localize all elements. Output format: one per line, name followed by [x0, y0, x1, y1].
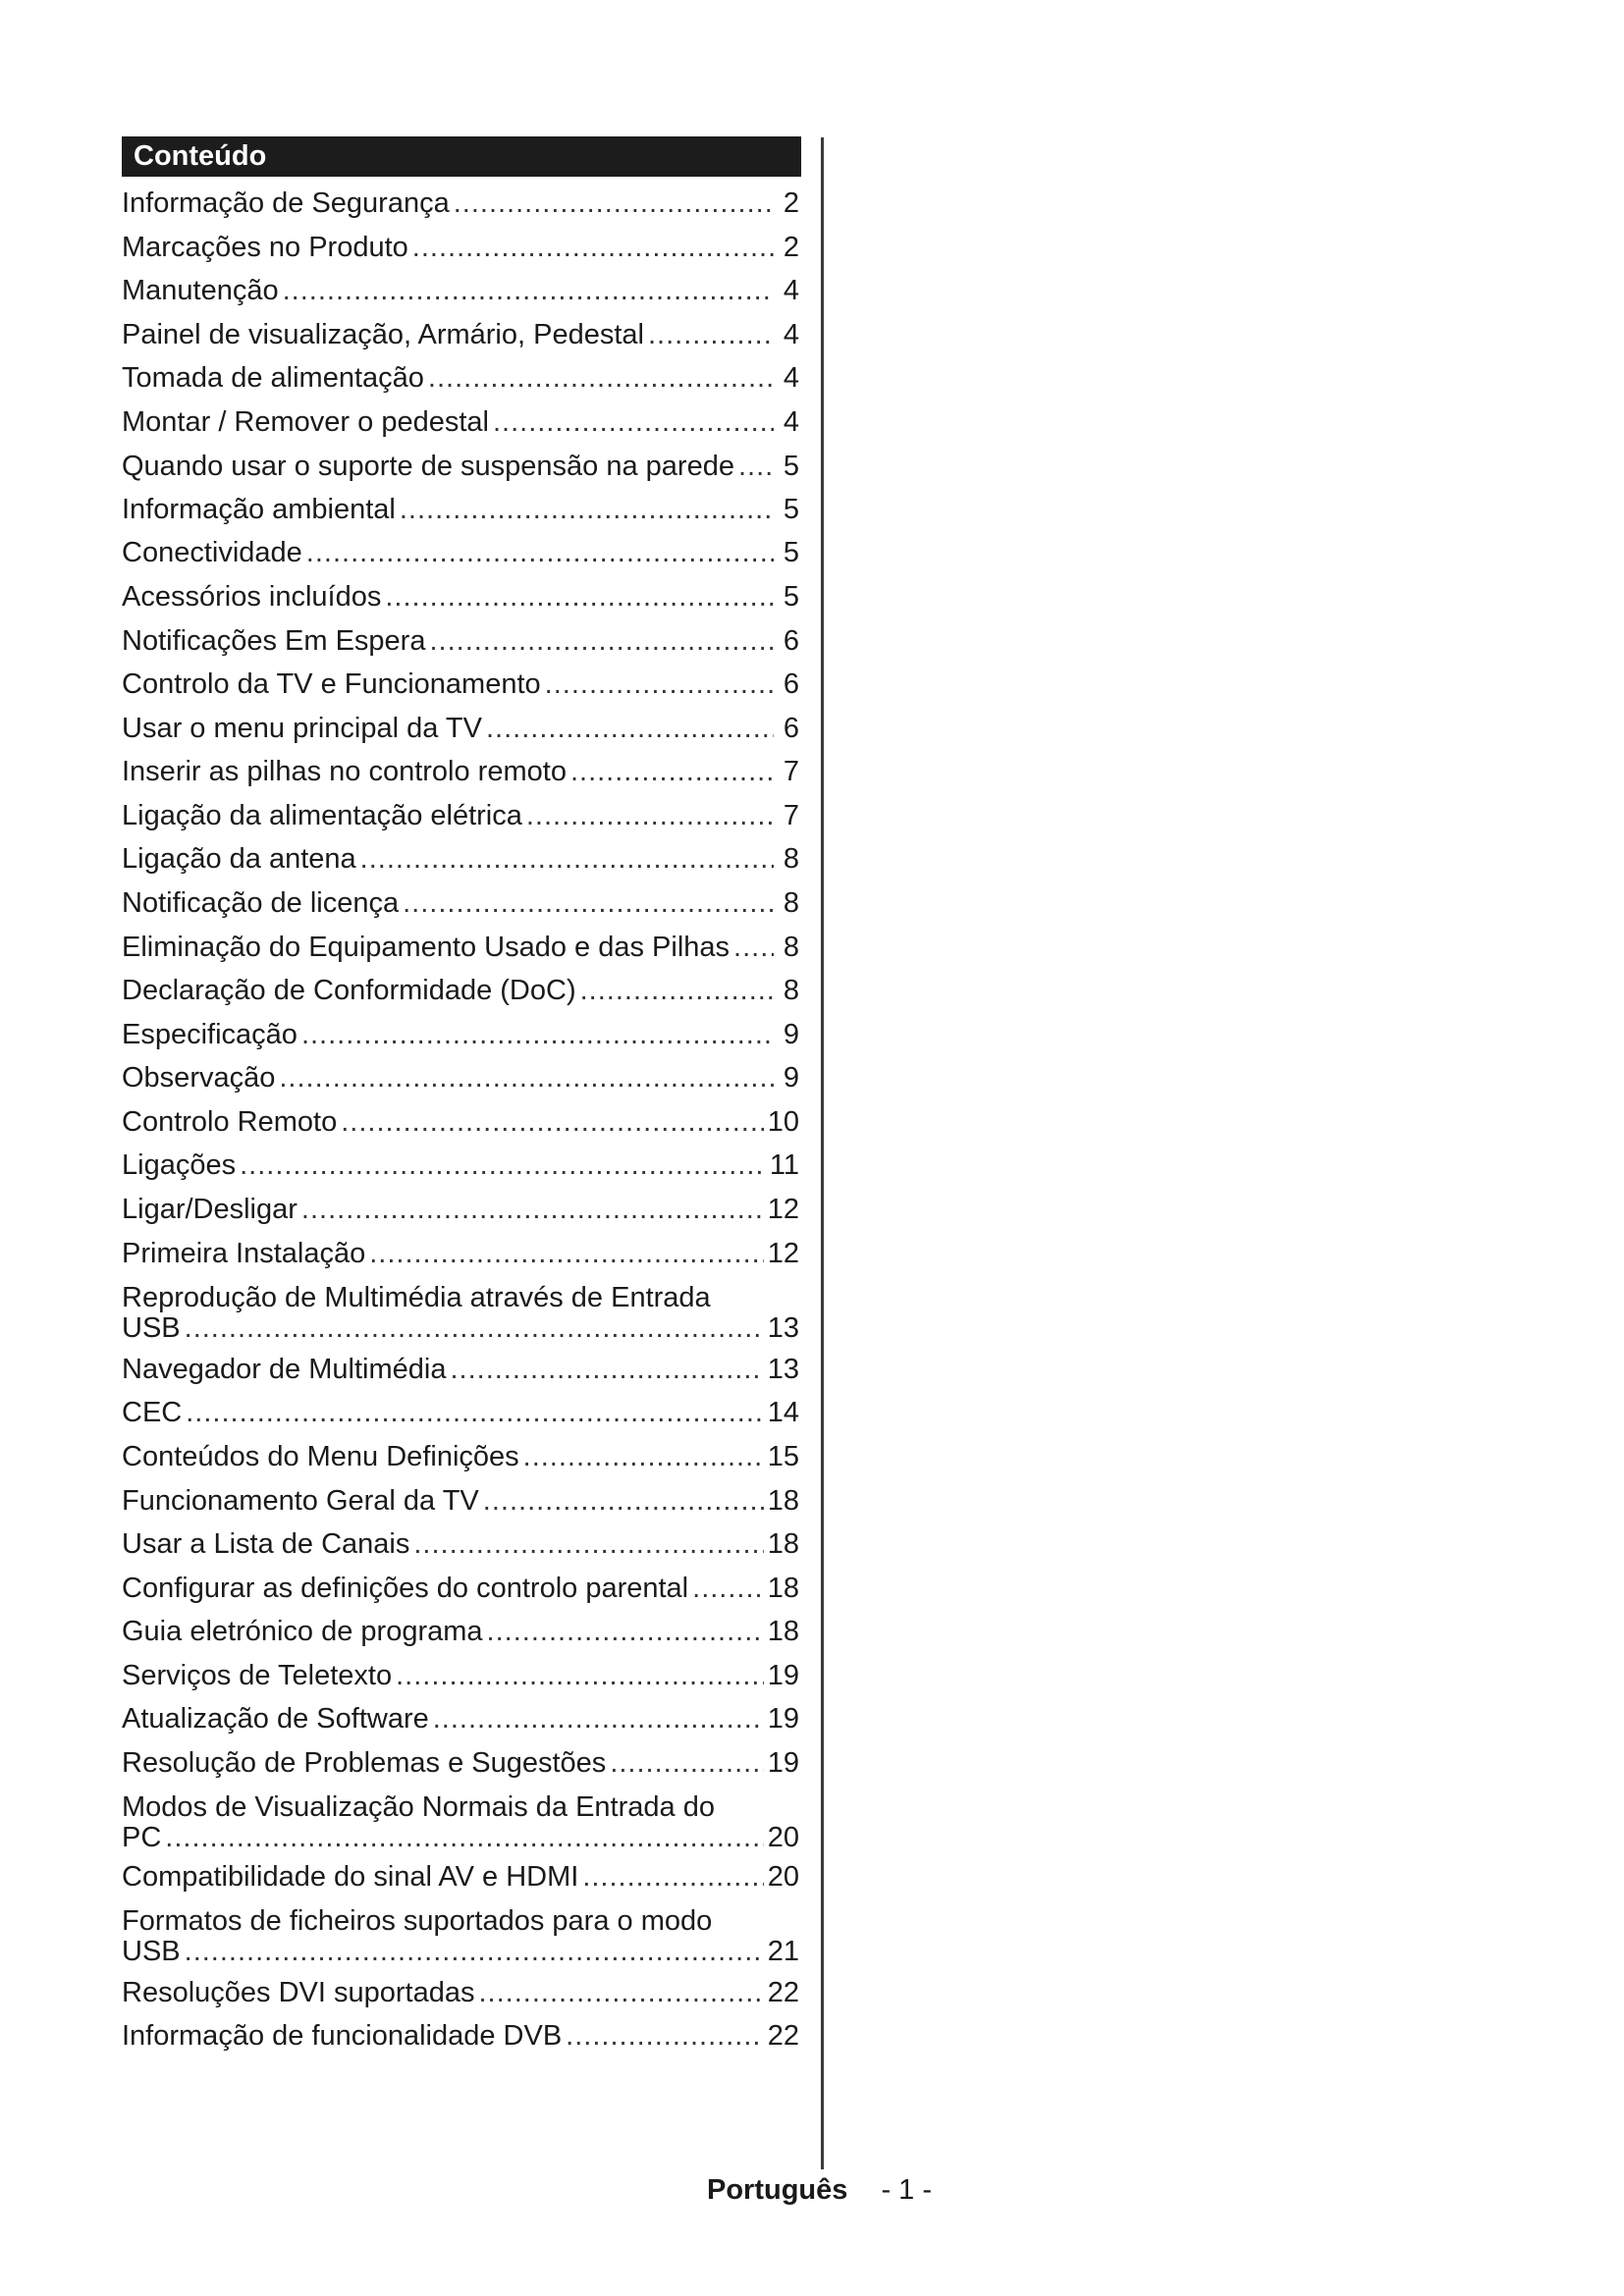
toc-entry[interactable]: [122, 538, 799, 568]
toc-entry-title: Resolução de Problemas e Sugestões: [122, 1747, 607, 1779]
toc-entry[interactable]: [122, 757, 799, 787]
toc-entry-title-line1: Formatos de ficheiros suportados para o modo: [122, 1905, 713, 1937]
toc-entry[interactable]: [122, 1283, 799, 1344]
table-of-contents: [122, 136, 801, 2052]
toc-entry-title: Funcionamento Geral da TV: [122, 1485, 479, 1517]
toc-entry-page: 8: [783, 975, 799, 1006]
toc-dot-leader: [413, 1529, 763, 1560]
toc-dot-leader: [454, 188, 774, 219]
toc-entry-title: Configurar as definições do controlo parental: [122, 1573, 689, 1604]
toc-dot-leader: [283, 276, 774, 306]
toc-entry[interactable]: [122, 1398, 799, 1428]
toc-dot-leader: [738, 452, 774, 482]
toc-entry-page: 18: [767, 1616, 799, 1647]
toc-entry-title: Informação ambiental: [122, 494, 396, 525]
toc-entry[interactable]: [122, 1617, 799, 1647]
toc-entry[interactable]: [122, 1486, 799, 1517]
toc-entry[interactable]: [122, 233, 799, 263]
toc-entry-title: CEC: [122, 1397, 183, 1428]
toc-dot-leader: [369, 1239, 764, 1269]
toc-entry-title: Informação de Segurança: [122, 187, 450, 219]
toc-entry-title: Guia eletrónico de programa: [122, 1616, 483, 1647]
toc-entry-page: 19: [767, 1703, 799, 1735]
toc-dot-leader: [523, 1442, 764, 1472]
toc-entry[interactable]: [122, 1574, 799, 1604]
toc-entry[interactable]: [122, 1748, 799, 1779]
toc-entry[interactable]: [122, 1020, 799, 1050]
toc-entry[interactable]: [122, 626, 799, 657]
toc-entry-page: 8: [783, 887, 799, 919]
toc-entry-page: 21: [767, 1936, 799, 1967]
toc-entry-page: 20: [767, 1822, 799, 1853]
toc-entry-title: Declaração de Conformidade (DoC): [122, 975, 576, 1006]
toc-entry-page: 13: [767, 1354, 799, 1385]
toc-entry[interactable]: [122, 1978, 799, 2008]
toc-dot-leader: [185, 1313, 764, 1344]
toc-dot-leader: [186, 1398, 764, 1428]
toc-entry-page: 2: [783, 232, 799, 263]
toc-entry[interactable]: [122, 320, 799, 350]
toc-entry-page: 6: [783, 713, 799, 744]
toc-entry-page: 11: [769, 1149, 799, 1181]
toc-entry-page: 4: [783, 362, 799, 394]
toc-entry[interactable]: [122, 582, 799, 613]
toc-entry[interactable]: [122, 669, 799, 700]
toc-dot-leader: [493, 407, 774, 438]
toc-dot-leader: [582, 1862, 763, 1893]
toc-entry-title: Navegador de Multimédia: [122, 1354, 447, 1385]
toc-entry-title: Informação de funcionalidade DVB: [122, 2020, 563, 2052]
toc-entry-page: 13: [767, 1312, 799, 1344]
toc-dot-leader: [580, 976, 774, 1006]
toc-entry-title: Eliminação do Equipamento Usado e das Pilhas: [122, 932, 731, 963]
toc-entry-page: 5: [783, 537, 799, 568]
toc-entry[interactable]: [122, 888, 799, 919]
toc-entry-page: 5: [783, 451, 799, 482]
toc-dot-leader: [450, 1355, 763, 1385]
toc-entry-page: 5: [783, 581, 799, 613]
toc-entry[interactable]: [122, 276, 799, 306]
toc-entry-page: 6: [783, 625, 799, 657]
toc-entry[interactable]: [122, 714, 799, 744]
toc-heading: Conteúdo: [122, 136, 801, 177]
toc-dot-leader: [400, 495, 774, 525]
toc-entry-page: 9: [783, 1019, 799, 1050]
toc-entry-title: Controlo da TV e Funcionamento: [122, 668, 541, 700]
toc-entry[interactable]: [122, 801, 799, 831]
toc-dot-leader: [566, 2021, 764, 2052]
toc-entry-page: 4: [783, 275, 799, 306]
toc-dot-leader: [433, 1704, 764, 1735]
toc-entry-page: 18: [767, 1485, 799, 1517]
toc-entry[interactable]: [122, 495, 799, 525]
toc-entry[interactable]: [122, 1862, 799, 1893]
toc-entry-title: Manutenção: [122, 275, 279, 306]
toc-entry-page: 14: [767, 1397, 799, 1428]
toc-entry-title: Atualização de Software: [122, 1703, 429, 1735]
toc-entry[interactable]: [122, 1704, 799, 1735]
toc-dot-leader: [412, 233, 774, 263]
toc-dot-leader: [429, 626, 774, 657]
toc-entry-title: Ligação da alimentação elétrica: [122, 800, 522, 831]
toc-entry-page: 22: [767, 1977, 799, 2008]
toc-dot-leader: [240, 1150, 766, 1181]
toc-entry-page: 4: [783, 406, 799, 438]
toc-dot-leader: [487, 1617, 764, 1647]
toc-entry[interactable]: [122, 844, 799, 875]
toc-entry-title: Usar a Lista de Canais: [122, 1528, 410, 1560]
toc-dot-leader: [486, 714, 774, 744]
toc-dot-leader: [301, 1195, 764, 1225]
toc-entry-page: 19: [767, 1747, 799, 1779]
page-footer: [707, 2174, 932, 2207]
toc-entry-title: Inserir as pilhas no controlo remoto: [122, 756, 567, 787]
toc-dot-leader: [692, 1574, 764, 1604]
toc-dot-leader: [610, 1748, 763, 1779]
toc-entry-page: 15: [767, 1441, 799, 1472]
toc-entry-page: 22: [767, 2020, 799, 2052]
toc-entry-page: 7: [783, 800, 799, 831]
toc-entry-title: Ligação da antena: [122, 843, 356, 875]
toc-entry[interactable]: [122, 1661, 799, 1691]
toc-entry[interactable]: [122, 1792, 799, 1853]
toc-entry-page: 6: [783, 668, 799, 700]
toc-dot-leader: [526, 801, 774, 831]
footer-language: Português: [707, 2174, 848, 2206]
toc-entry-title: Acessórios incluídos: [122, 581, 382, 613]
toc-dot-leader: [341, 1107, 764, 1138]
toc-entry[interactable]: [122, 1529, 799, 1560]
toc-entry-title: Compatibilidade do sinal AV e HDMI: [122, 1861, 579, 1893]
toc-entry[interactable]: [122, 1239, 799, 1269]
toc-entry-page: 4: [783, 319, 799, 350]
toc-entry-title: Usar o menu principal da TV: [122, 713, 482, 744]
toc-entry-title: Montar / Remover o pedestal: [122, 406, 489, 438]
toc-entry-title: Notificações Em Espera: [122, 625, 426, 657]
toc-entry[interactable]: [122, 2021, 799, 2052]
toc-dot-leader: [185, 1937, 764, 1967]
toc-entry[interactable]: [122, 407, 799, 438]
footer-page-number: - 1 -: [881, 2174, 933, 2206]
toc-entry[interactable]: [122, 1355, 799, 1385]
toc-entry-title: Quando usar o suporte de suspensão na parede: [122, 451, 734, 482]
toc-entry[interactable]: [122, 1195, 799, 1225]
toc-entry[interactable]: [122, 1150, 799, 1181]
toc-entry-title: Painel de visualização, Armário, Pedestal: [122, 319, 644, 350]
toc-entry-title: Ligar/Desligar: [122, 1194, 298, 1225]
toc-entry-title: Conteúdos do Menu Definições: [122, 1441, 519, 1472]
toc-entry-title: Serviços de Teletexto: [122, 1660, 393, 1691]
toc-entry-title: Marcações no Produto: [122, 232, 408, 263]
toc-entry-title: USB: [122, 1936, 181, 1967]
toc-dot-leader: [301, 1020, 774, 1050]
toc-entry[interactable]: [122, 1107, 799, 1138]
toc-entry-page: 20: [767, 1861, 799, 1893]
toc-dot-leader: [403, 888, 774, 919]
toc-entry[interactable]: [122, 1063, 799, 1094]
toc-entry-page: 12: [767, 1194, 799, 1225]
toc-entry-page: 8: [783, 932, 799, 963]
toc-entry[interactable]: [122, 188, 799, 219]
toc-entry-page: 18: [767, 1528, 799, 1560]
toc-entry-page: 9: [783, 1062, 799, 1094]
toc-entry-page: 10: [767, 1106, 799, 1138]
toc-entry-title: Primeira Instalação: [122, 1238, 366, 1269]
toc-dot-leader: [306, 538, 774, 568]
toc-dot-leader: [165, 1823, 763, 1853]
column-divider: [821, 137, 824, 2169]
toc-entry-page: 12: [767, 1238, 799, 1269]
toc-entry[interactable]: [122, 363, 799, 394]
toc-entry-page: 8: [783, 843, 799, 875]
toc-entry-page: 7: [783, 756, 799, 787]
toc-dot-leader: [428, 363, 774, 394]
toc-dot-leader: [483, 1486, 764, 1517]
toc-entry-title: PC: [122, 1822, 162, 1853]
toc-dot-leader: [545, 669, 774, 700]
toc-entry-title: USB: [122, 1312, 181, 1344]
toc-entry-page: 5: [783, 494, 799, 525]
toc-entry-title: Observação: [122, 1062, 276, 1094]
toc-entry[interactable]: [122, 452, 799, 482]
toc-entry-title-line1: Modos de Visualização Normais da Entrada do: [122, 1791, 715, 1823]
toc-dot-leader: [360, 844, 774, 875]
toc-dot-leader: [396, 1661, 764, 1691]
toc-entry-page: 18: [767, 1573, 799, 1604]
toc-dot-leader: [478, 1978, 763, 2008]
toc-entry-title-line1: Reprodução de Multimédia através de Entrada: [122, 1282, 711, 1313]
toc-dot-leader: [385, 582, 774, 613]
toc-entry-page: 2: [783, 187, 799, 219]
toc-entry-title: Resoluções DVI suportadas: [122, 1977, 475, 2008]
toc-entry[interactable]: [122, 1442, 799, 1472]
toc-entry-title: Tomada de alimentação: [122, 362, 424, 394]
toc-entry-title: Notificação de licença: [122, 887, 400, 919]
toc-entry[interactable]: [122, 1906, 799, 1967]
toc-entry-title: Conectividade: [122, 537, 302, 568]
toc-dot-leader: [279, 1063, 774, 1094]
toc-entry[interactable]: [122, 976, 799, 1006]
toc-dot-leader: [570, 757, 774, 787]
toc-dot-leader: [648, 320, 774, 350]
toc-dot-leader: [733, 933, 774, 963]
toc-entry-title: Ligações: [122, 1149, 237, 1181]
toc-entry-title: Controlo Remoto: [122, 1106, 338, 1138]
toc-entry-page: 19: [767, 1660, 799, 1691]
toc-entry[interactable]: [122, 933, 799, 963]
toc-entry-title: Especificação: [122, 1019, 298, 1050]
